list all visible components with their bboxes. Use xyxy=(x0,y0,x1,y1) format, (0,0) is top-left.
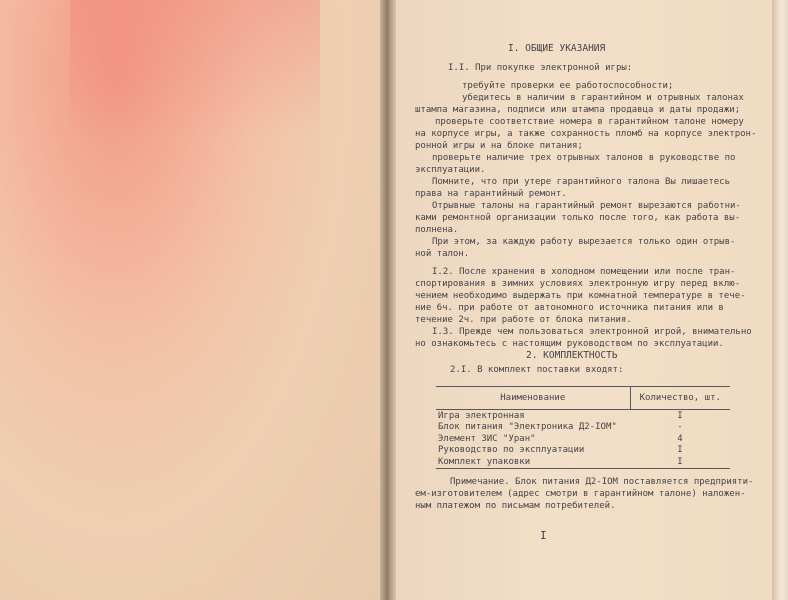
item-qty: I xyxy=(677,445,683,456)
text-line: убедитесь в наличии в гарантийном и отрывных талонах xyxy=(462,93,744,103)
section2-intro: 2.I. В комплект поставки входят: xyxy=(450,365,624,375)
item-name: Элемент ЗИС "Уран" xyxy=(438,433,536,444)
column-header-name: Наименование xyxy=(436,387,630,410)
text-line: права на гарантийный ремонт. xyxy=(415,189,567,199)
table-row xyxy=(436,456,730,468)
table-row xyxy=(436,433,730,445)
text-line: течение 2ч. при работе от блока питания. xyxy=(415,315,632,325)
page-number: I xyxy=(540,529,547,542)
item-qty: I xyxy=(630,456,730,468)
text-line: но ознакомьтесь с настоящим руководством по эксплуатации. xyxy=(415,339,724,349)
section2-heading: 2. КОМПЛЕКТНОСТЬ xyxy=(526,350,618,361)
note-line: ем-изготовителем (адрес смотри в гарантийном талоне) наложен- xyxy=(415,489,746,499)
item-qty: 4 xyxy=(677,433,683,444)
text-line: эксплуатации. xyxy=(415,165,486,175)
text-line: проверьте наличие трех отрывных талонов в руководстве по xyxy=(432,153,736,163)
item-name: Блок питания "Электроника Д2-IОМ" xyxy=(438,422,617,433)
text-line: ной талон. xyxy=(415,249,470,259)
text-line: I.3. Прежде чем пользоваться электронной игрой, внимательно xyxy=(432,327,752,337)
text-line: ние 6ч. при работе от автономного источника питания или в xyxy=(415,303,724,313)
table-row xyxy=(436,445,730,457)
text-line: требуйте проверки ее работоспособности; xyxy=(462,81,674,91)
completeness-table xyxy=(436,386,730,469)
text-line: Отрывные талоны на гарантийный ремонт вырезаются работни- xyxy=(432,201,741,211)
item-name: Руководство по эксплуатации xyxy=(438,445,585,456)
item-qty: I xyxy=(677,410,683,421)
section1-heading: I. ОБЩИЕ УКАЗАНИЯ xyxy=(508,43,606,54)
item-name: Комплект упаковки xyxy=(436,456,630,468)
column-header-qty: Количество, шт. xyxy=(630,387,730,410)
table-row xyxy=(436,410,730,422)
text-line: При этом, за каждую работу вырезается только один отрыв- xyxy=(432,237,736,247)
text-line: чением необходимо выдержать при комнатной температуре в тече- xyxy=(415,291,746,301)
paper-stain xyxy=(70,0,320,140)
text-line: полнена. xyxy=(415,225,459,235)
text-line: штампа магазина, подписи или штампа продавца и даты продажи; xyxy=(415,105,741,115)
text-line: проверьте соответствие номера в гарантийном талоне номеру xyxy=(435,117,744,127)
text-line: I.I. При покупке электронной игры: xyxy=(448,63,633,73)
note-line: Примечание. Блок питания Д2-IОМ поставляется предприяти- xyxy=(450,477,754,487)
text-line: ронной игры и на блоке питания; xyxy=(415,141,583,151)
table-row xyxy=(436,422,730,434)
text-line: ками ремонтной организации только после того, как работа вы- xyxy=(415,213,741,223)
text-line: на корпусе игры, а также сохранность пломб на корпусе электрон- xyxy=(415,129,757,139)
note-line: ным платежом по письмам потребителей. xyxy=(415,501,616,511)
text-line: Помните, что при утере гарантийного талона Вы лишаетесь xyxy=(432,177,731,187)
table-header-row xyxy=(436,387,730,410)
left-page-blank xyxy=(0,0,384,600)
item-qty: - xyxy=(677,422,683,433)
text-line: спортирования в зимних условиях электронную игру перед вклю- xyxy=(415,279,741,289)
item-name: Игра электронная xyxy=(438,410,525,421)
text-line: I.2. После хранения в холодном помещении или после тран- xyxy=(432,267,736,277)
page-edges xyxy=(772,0,788,600)
